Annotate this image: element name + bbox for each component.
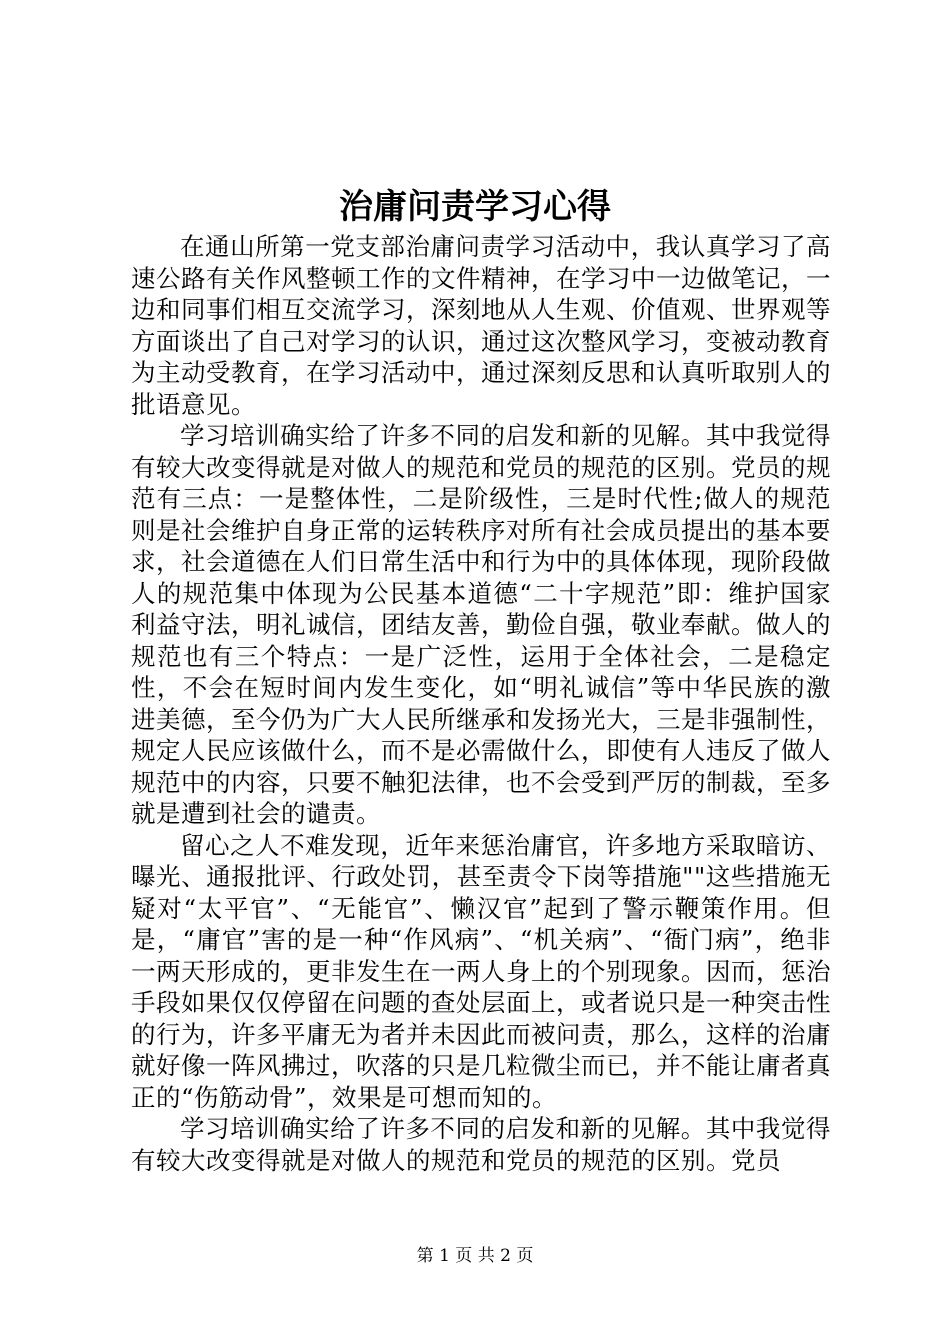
paragraph-1: 在通山所第一党支部治庸问责学习活动中，我认真学习了高速公路有关作风整顿工作的文件精神，在学习中一边做笔记，一边和同事们相互交流学习，深刻地从人生观、价值观、世界观等方面谈出了自己对学习的认识，通过这次整风学习，变被动教育为主动受教育，在学习活动中，通过深刻反思和认真听取别人的批语意见。 [131, 232, 831, 419]
paragraph-4: 学习培训确实给了许多不同的启发和新的见解。其中我觉得有较大改变得就是对做人的规范和党员的规范的区别。党员 [131, 1114, 831, 1175]
paragraph-3: 留心之人不难发现，近年来惩治庸官，许多地方采取暗访、曝光、通报批评、行政处罚，甚至责令下岗等措施""这些措施无疑对“太平官”、“无能官”、懒汉官”起到了警示鞭策作用。但是，“庸官”害的是一种“作风病”、“机关病”、“衙门病”，绝非一两天形成的，更非发生在一两人身上的个别现象。因而，惩治手段如果仅仅停留在问题的查处层面上，或者说只是一种突击性的行为，许多平庸无为者并未因此而被问责，那么，这样的治庸就好像一阵风拂过，吹落的只是几粒微尘而已，并不能让庸者真正的“伤筋动骨”，效果是可想而知的。 [131, 830, 831, 1112]
document-title: 治庸问责学习心得 [339, 187, 611, 227]
document-body [131, 231, 831, 1176]
paragraph-2: 学习培训确实给了许多不同的启发和新的见解。其中我觉得有较大改变得就是对做人的规范和党员的规范的区别。党员的规范有三点：一是整体性，二是阶级性，三是时代性;做人的规范则是社会维护自身正常的运转秩序对所有社会成员提出的基本要求，社会道德在人们日常生活中和行为中的具体体现，现阶段做人的规范集中体现为公民基本道德“二十字规范”即：维护国家利益守法，明礼诚信，团结友善，勤俭自强，敬业奉献。做人的规范也有三个特点：一是广泛性，运用于全体社会，二是稳定性，不会在短时间内发生变化，如“明礼诚信”等中华民族的激进美德，至今仍为广大人民所继承和发扬光大，三是非强制性，规定人民应该做什么，而不是必需做什么，即使有人违反了做人规范中的内容，只要不触犯法律，也不会受到严厉的制裁，至多就是遭到社会的谴责。 [131, 421, 831, 828]
page-footer: 第 1 页 共 2 页 [416, 1246, 534, 1266]
